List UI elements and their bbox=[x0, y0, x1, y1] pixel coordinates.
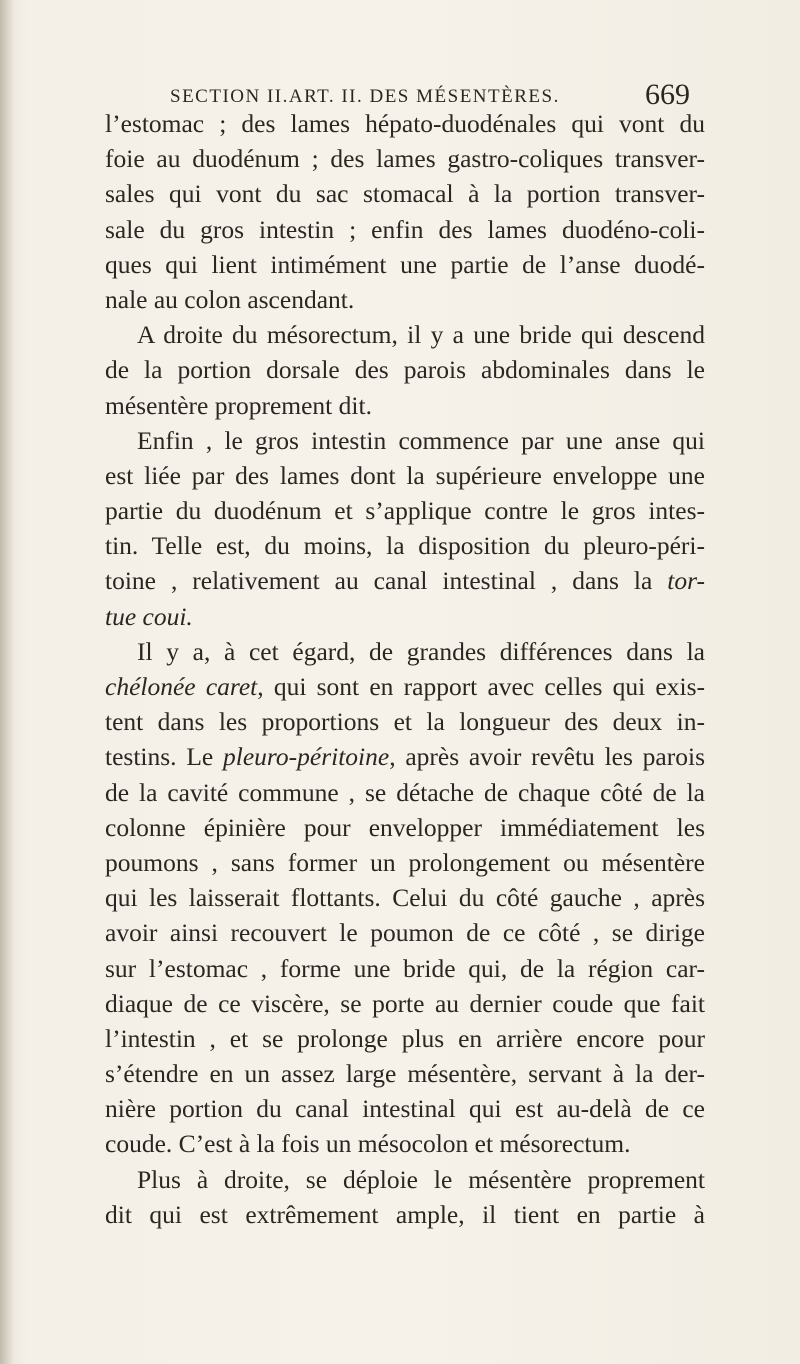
text-line: Enfin , le gros intestin commence par une anse qui bbox=[137, 425, 705, 455]
text-line: A droite du mésorectum, il y a une bride qui descend bbox=[137, 320, 705, 350]
text-line: foie au duodénum ; des lames gastro-coliques transver- bbox=[105, 144, 705, 174]
text-line: qui les laisserait flottants. Celui du côté gauche , après bbox=[105, 883, 705, 913]
binding-shadow bbox=[0, 0, 14, 1364]
text-line: colonne épinière pour envelopper immédiatement les bbox=[105, 812, 705, 842]
text-line: nière portion du canal intestinal qui est au-delà de ce bbox=[105, 1094, 705, 1124]
text-line: de la portion dorsale des parois abdominales dans le bbox=[105, 355, 705, 385]
text-line: nale au colon ascendant. bbox=[105, 284, 355, 314]
text-line: dit qui est extrêmement ample, il tient en partie à bbox=[105, 1199, 705, 1229]
text-line: sale du gros intestin ; enfin des lames duodéno-coli- bbox=[105, 214, 705, 244]
text-line: s’étendre en un assez large mésentère, servant à la der- bbox=[105, 1059, 705, 1089]
text-line: poumons , sans former un prolongement ou mésentère bbox=[105, 847, 705, 877]
text-line: tent dans les proportions et la longueur des deux in- bbox=[105, 707, 705, 737]
text-line: mésentère proprement dit. bbox=[105, 390, 372, 420]
text-line: chélonée caret, qui sont en rapport avec celles qui exis- bbox=[105, 672, 705, 701]
text-line: l’intestin , et se prolonge plus en arrière encore pour bbox=[105, 1023, 705, 1053]
page-number: 669 bbox=[645, 78, 690, 111]
body-text bbox=[105, 106, 705, 1232]
text-line: tue coui. bbox=[105, 601, 193, 631]
running-head: SECTION II.ART. II. DES MÉSENTÈRES. bbox=[170, 86, 560, 107]
text-line: Plus à droite, se déploie le mésentère proprement bbox=[137, 1164, 705, 1194]
text-line: partie du duodénum et s’applique contre le gros intes- bbox=[105, 496, 705, 526]
text-line: testins. Le pleuro-péritoine, après avoir revêtu les parois bbox=[105, 742, 705, 772]
text-line: de la cavité commune , se détache de chaque côté de la bbox=[105, 777, 705, 807]
text-line: sales qui vont du sac stomacal à la portion transver- bbox=[105, 179, 705, 209]
text-line: ques qui lient intimément une partie de l’anse duodé- bbox=[105, 249, 705, 279]
text-line: est liée par des lames dont la supérieure enveloppe une bbox=[105, 460, 705, 490]
text-line: Il y a, à cet égard, de grandes différences dans la bbox=[137, 636, 705, 666]
text-line: diaque de ce viscère, se porte au dernier coude que fait bbox=[105, 988, 705, 1018]
text-line: l’estomac ; des lames hépato-duodénales qui vont du bbox=[105, 109, 705, 138]
text-line: sur l’estomac , forme une bride qui, de la région car- bbox=[105, 953, 705, 983]
text-line: avoir ainsi recouvert le poumon de ce côté , se dirige bbox=[105, 918, 705, 948]
text-line: toine , relativement au canal intestinal , dans la tor- bbox=[105, 566, 705, 596]
text-line: coude. C’est à la fois un mésocolon et mésorectum. bbox=[105, 1129, 631, 1159]
text-line: tin. Telle est, du moins, la disposition du pleuro-péri- bbox=[105, 531, 705, 561]
